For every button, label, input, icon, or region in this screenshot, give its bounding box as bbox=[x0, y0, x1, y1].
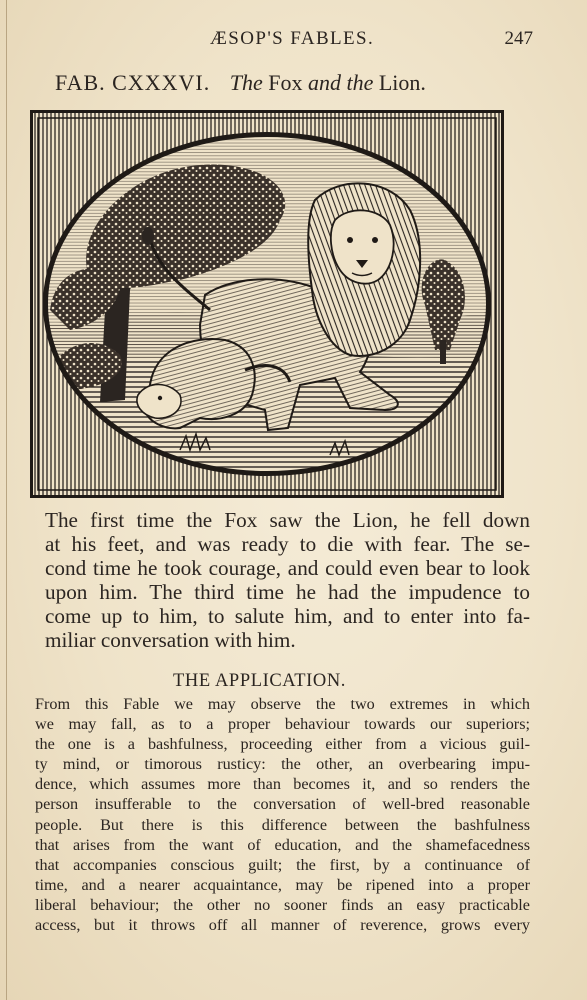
application-line: dence, which assumes more than becomes it, and so renders the bbox=[35, 775, 530, 794]
application-line: that accompanies conscious guilt; the first, by a continuance of bbox=[35, 855, 530, 874]
fable-text bbox=[45, 508, 530, 652]
fable-text-line: upon him. The third time he had the impudence to bbox=[45, 580, 530, 604]
page-gutter-line bbox=[6, 0, 7, 1000]
running-head bbox=[40, 28, 537, 52]
running-title: ÆSOP'S FABLES. bbox=[210, 28, 375, 49]
application-line: the one is a bashfulness, proceeding either from a vicious guil- bbox=[35, 735, 530, 754]
application-line: person insufferable to the conversation of well-bred reasonable bbox=[35, 795, 530, 814]
application-text bbox=[35, 694, 530, 935]
application-line: that arises from the want of education, and the shamefacedness bbox=[35, 835, 530, 854]
fable-heading bbox=[55, 70, 495, 96]
application-line: we may fall, as to a proper behaviour towards our superiors; bbox=[35, 715, 530, 734]
application-line: liberal behaviour; the other no sooner finds an easy practicable bbox=[35, 895, 530, 914]
application-heading: THE APPLICATION. bbox=[173, 671, 347, 691]
fable-text-line: come up to him, to salute him, and to enter into fa- bbox=[45, 604, 530, 628]
application-line: access, but it throws off all manner of reverence, grows every bbox=[35, 916, 530, 935]
fable-text-line: miliar conversation with him. bbox=[45, 628, 296, 652]
fable-text-line: at his feet, and was ready to die with fear. The se- bbox=[45, 532, 530, 556]
application-line: From this Fable we may observe the two extremes in which bbox=[35, 695, 530, 713]
application-line: ty mind, or timorous rusticy: the other, an overbearing impu- bbox=[35, 755, 530, 774]
fable-number: FAB. CXXXVI. bbox=[55, 70, 211, 95]
fable-title: The Fox and the Lion. bbox=[229, 70, 426, 95]
fable-text-line: cond time he took courage, and could even bear to look bbox=[45, 556, 530, 580]
woodcut-illustration bbox=[30, 110, 504, 498]
fable-text-line: The first time the Fox saw the Lion, he fell down bbox=[45, 508, 530, 532]
page-number: 247 bbox=[504, 28, 533, 49]
application-line: time, and a nearer acquaintance, may be ripened into a proper bbox=[35, 875, 530, 894]
application-line: people. But there is this difference between the bashfulness bbox=[35, 815, 530, 834]
